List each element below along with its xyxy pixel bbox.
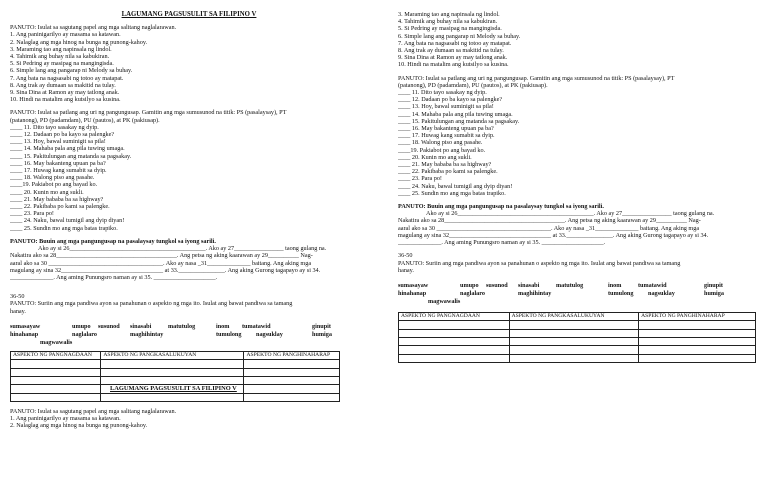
fill-in-line: ______________. Ang aming Punungsro naman ay si 35. ____________________. xyxy=(10,273,218,281)
table-row xyxy=(399,338,756,346)
verb: tumatawid xyxy=(638,281,667,289)
verb: sinasabi xyxy=(130,322,152,330)
fill-in-line: Ako ay si 26____________________________________________. Ako ay 27________________ taong gulang na. xyxy=(38,245,327,253)
list-item: ____ 15. Pakitulungan ang matanda sa pagsakay. xyxy=(10,152,132,160)
list-item: ____ 22. Pakibaba po kami sa palengke. xyxy=(398,168,498,176)
list-item: 10. Hindi na matalim ang kutsilyo sa kusina. xyxy=(10,96,121,104)
verb: humiga xyxy=(312,330,332,338)
list-item: 5. Si Pedring ay masipag na mangingisda. xyxy=(10,60,114,68)
list-item: ____ 11. Dito tayo sasakay ng dyip. xyxy=(398,89,487,97)
verb: sumasayaw xyxy=(10,322,41,330)
fill-in-line: magulang ay sina 32_________________________________ at 33._______________. Ang aking Gurong tagapayo ay si 34. xyxy=(398,231,709,239)
list-item: 3. Maraming tao ang napinsala ng lindol. xyxy=(398,11,500,18)
table-cell[interactable] xyxy=(101,368,244,376)
table-cell[interactable] xyxy=(11,385,101,393)
list-item: 6. Simple lang ang pangarap ni Melody sa buhay. xyxy=(398,32,521,40)
table-row xyxy=(399,321,756,329)
list-item: ____ 25. Sundin mo ang mga batas trapiko. xyxy=(398,189,506,197)
section3-right xyxy=(398,203,760,246)
section2 xyxy=(10,109,368,231)
table-cell[interactable] xyxy=(244,376,340,384)
table-cell[interactable] xyxy=(639,329,756,337)
verb: ginupit xyxy=(704,281,723,289)
section3-heading: PANUTO: Buuin ang mga pangungusap na pasalaysay tungkol sa iyong sarili. xyxy=(10,237,216,245)
list-item: 10. Hindi na matalim ang kutsilyo sa kusina. xyxy=(398,61,509,69)
table-cell[interactable] xyxy=(11,360,101,368)
list-item: ____ 12. Dadaan po ba kayo sa palengke? xyxy=(398,96,503,104)
section1 xyxy=(10,24,368,103)
section1-instruction: PANUTO: Isulat sa sagutang papel ang mga salitang naglalarawan. xyxy=(10,24,177,32)
verb: matutulog xyxy=(556,281,584,289)
list-item: ____ 18. Walong piso ang pasahe. xyxy=(398,139,483,147)
list-item: ____19. Pakiabot po ang bayad ko. xyxy=(398,146,486,154)
fill-in-line: Nakatira ako sa 28_______________________________________. Ang petsa ng aking kaarawan ay 29__________ Nag- xyxy=(10,252,313,260)
table-cell[interactable] xyxy=(399,321,510,329)
list-item: ____ 23. Para po! xyxy=(398,175,442,183)
table-cell[interactable] xyxy=(11,368,101,376)
list-item: ____ 18. Walong piso ang pasahe. xyxy=(10,174,95,182)
verb: nagsuklay xyxy=(648,289,675,297)
list-item: ____ 20. Kunin mo ang sukli. xyxy=(10,188,84,196)
list-item: 2. Nalaglag ang mga hinog na bunga ng punong-kahoy. xyxy=(10,422,148,430)
verb: magwawalis xyxy=(40,338,73,346)
table-cell[interactable] xyxy=(101,376,244,384)
table-cell[interactable] xyxy=(399,329,510,337)
table-header: ASPEKTO NG PANGNAGDAAN xyxy=(11,351,101,359)
table-cell[interactable] xyxy=(244,393,340,401)
list-item: ____ 14. Mahaba pala ang pila tuwing umaga. xyxy=(398,110,513,118)
list-item: 7. Ang bata na nagsasabi ng totoo ay matapat. xyxy=(398,39,512,47)
list-item: 9. Sina Dina at Ramon ay may tatlong anak. xyxy=(398,54,508,62)
verb: inom xyxy=(216,322,230,330)
list-item: ____ 17. Huwag kang sumabit sa dyip. xyxy=(398,132,495,140)
table-cell: LAGUMANG PAGSUSULIT SA FILIPINO V xyxy=(101,385,244,393)
list-item: ____ 14. Mahaba pala ang pila tuwing umaga. xyxy=(10,145,125,153)
table-header: ASPEKTO NG PANGHINAHARAP xyxy=(244,351,340,359)
section2-instruction: PANUTO: Isulat sa patlang ang uri ng pangungusap. Gamitin ang mga sumusunod na titik: PS (pasalaysay), PT xyxy=(10,109,287,117)
table-header: ASPEKTO NG PANGKASALUKUYAN xyxy=(101,351,244,359)
table-cell[interactable] xyxy=(509,346,638,354)
verb: ginupit xyxy=(312,322,331,330)
table-row xyxy=(399,329,756,337)
page-title: LAGUMANG PAGSUSULIT SA FILIPINO V xyxy=(121,11,257,18)
table-cell[interactable] xyxy=(244,368,340,376)
aspect-table xyxy=(398,312,756,363)
verb: matutulog xyxy=(168,322,196,330)
list-item: ____ 25. Sundin mo ang mga batas trapiko. xyxy=(10,224,118,232)
section4-range: 36-50 xyxy=(10,293,25,301)
list-item: ____ 24. Naku, bawal tumigil ang dyip diyan! xyxy=(398,182,513,190)
list-item: 4. Tahimik ang buhay nila sa kabukiran. xyxy=(398,18,498,26)
verb: hinahanap xyxy=(398,289,427,297)
list-item: ____ 11. Dito tayo sasakay ng dyip. xyxy=(10,123,99,131)
list-item: ____ 17. Huwag kang sumabit sa dyip. xyxy=(10,167,107,175)
verb: maghihintay xyxy=(518,289,552,297)
verb: nagsuklay xyxy=(256,330,283,338)
table-cell[interactable] xyxy=(399,346,510,354)
fill-in-line: Nakatira ako sa 28_______________________________________. Ang petsa ng aking kaarawan ay 29__________ Nag- xyxy=(398,217,701,225)
list-item: ____ 13. Hoy, bawal suminigit sa pila! xyxy=(10,138,106,146)
table-cell[interactable] xyxy=(509,354,638,362)
table-header: ASPEKTO NG PANGHINAHARAP xyxy=(639,312,756,320)
section1-cont xyxy=(398,11,760,69)
table-header: ASPEKTO NG PANGNAGDAAN xyxy=(399,312,510,320)
table-cell[interactable] xyxy=(639,338,756,346)
list-item: 2. Nalaglag ang mga hinog na bunga ng punong-kahoy. xyxy=(10,38,148,46)
fill-in-line: ______________. Ang aming Punungsro naman ay si 35. ____________________. xyxy=(398,239,606,247)
list-item: 4. Tahimik ang buhay nila sa kabukiran. xyxy=(10,53,110,61)
section4-instruction: PANUTO: Suriin ang mga pandiwa ayon sa panahunan o aspekto ng mga ito. Isulat ang bawat pandiwa sa tamang xyxy=(398,259,681,267)
verb: susunod xyxy=(486,281,508,289)
verb: tumulong xyxy=(216,330,242,338)
verb: magwawalis xyxy=(428,297,461,305)
verb: hinahanap xyxy=(10,330,39,338)
list-item: 3. Maraming tao ang napinsala ng lindol. xyxy=(10,45,112,53)
section4-instruction-cont: hanay. xyxy=(398,266,414,274)
section4-instruction: PANUTO: Suriin ang mga pandiwa ayon sa panahunan o aspekto ng mga ito. Isulat ang bawat pandiwa sa tamang xyxy=(10,300,293,308)
list-item: ____ 21. May bababa ba sa highway? xyxy=(398,161,492,169)
table-cell[interactable] xyxy=(509,329,638,337)
table-cell[interactable] xyxy=(509,321,638,329)
list-item: ____ 22. Pakibaba po kami sa palengke. xyxy=(10,203,110,211)
table-cell[interactable] xyxy=(11,393,101,401)
table-cell[interactable] xyxy=(101,393,244,401)
section4-instruction-cont: hanay. xyxy=(10,307,26,315)
section4-right xyxy=(398,252,760,363)
table-row xyxy=(11,368,340,376)
verb: tumatawid xyxy=(242,322,271,330)
table-cell[interactable] xyxy=(399,354,510,362)
table-row xyxy=(399,346,756,354)
table-row xyxy=(399,354,756,362)
list-item: 8. Ang trak ay dumaan sa makitid na tulay. xyxy=(10,81,116,89)
section2-instruction-cont: (patanong), PD (padamdam), PU (pautos), at PK (pakiusap). xyxy=(10,116,160,124)
table-row xyxy=(11,385,340,393)
list-item: ____ 23. Para po! xyxy=(10,210,54,218)
table-cell[interactable] xyxy=(244,385,340,393)
table-row xyxy=(11,393,340,401)
list-item: ____ 16. May bakanteng upuan pa ba? xyxy=(398,125,494,133)
verb: tumulong xyxy=(608,289,634,297)
list-item: ____ 12. Dadaan po ba kayo sa palengke? xyxy=(10,131,115,139)
fill-in-line: magulang ay sina 32_________________________________ at 33._______________. Ang aking Gurong tagapayo ay si 34. xyxy=(10,266,321,274)
list-item: 1. Ang paninigarilyo ay masama sa katawan. xyxy=(10,31,121,39)
verb: naglalaro xyxy=(72,330,97,338)
verb-bank xyxy=(10,323,368,347)
table-cell[interactable] xyxy=(639,346,756,354)
right-column xyxy=(398,11,760,363)
table-cell[interactable] xyxy=(639,354,756,362)
verb: naglalaro xyxy=(460,289,485,297)
list-item: ____ 15. Pakitulungan ang matanda sa pagsakay. xyxy=(398,117,520,125)
list-item: 7. Ang bata na nagsasabi ng totoo ay matapat. xyxy=(10,74,124,82)
verb: sumasayaw xyxy=(398,281,429,289)
section4-range: 36-50 xyxy=(398,252,413,260)
list-item: ____ 16. May bakanteng upuan pa ba? xyxy=(10,159,106,167)
table-header: ASPEKTO NG PANGKASALUKUYAN xyxy=(509,312,638,320)
aspect-table xyxy=(10,351,340,402)
section2-instruction: PANUTO: Isulat sa patlang ang uri ng pangungusap. Gamitin ang mga sumusunod na titik: PS (pasalaysay), PT xyxy=(398,74,675,82)
verb: sinasabi xyxy=(518,281,540,289)
repeat-instruction: PANUTO: Isulat sa sagutang papel ang mga salitang naglalarawan. xyxy=(10,408,177,416)
verb: humiga xyxy=(704,289,724,297)
table-row xyxy=(11,360,340,368)
table-cell[interactable] xyxy=(11,376,101,384)
verb: susunod xyxy=(98,322,120,330)
verb: maghihintay xyxy=(130,330,164,338)
list-item: 8. Ang trak ay dumaan sa makitid na tulay. xyxy=(398,47,504,55)
table-row xyxy=(11,376,340,384)
list-item: ____ 20. Kunin mo ang sukli. xyxy=(398,153,472,161)
verb: umupo xyxy=(72,322,91,330)
fill-in-line: aaral ako sa 30 _____________________________________. Ako ay nasa _31______________ baitang. Ang aking mga xyxy=(10,259,312,267)
verb-bank xyxy=(398,282,760,306)
section2-instruction-cont: (patanong), PD (padamdam), PU (pautos), at PK (pakiusap). xyxy=(398,81,548,89)
fill-in-line: aaral ako sa 30 _____________________________________. Ako ay nasa _31______________ baitang. Ang aking mga xyxy=(398,224,700,232)
fill-in-line: Ako ay si 26____________________________________________. Ako ay 27________________ taong gulang na. xyxy=(426,210,715,218)
list-item: ____ 21. May bababa ba sa highway? xyxy=(10,195,104,203)
section2-right xyxy=(398,75,760,197)
table-cell[interactable] xyxy=(101,360,244,368)
left-column xyxy=(10,0,368,430)
table-cell[interactable] xyxy=(509,338,638,346)
table-cell[interactable] xyxy=(244,360,340,368)
table-cell[interactable] xyxy=(399,338,510,346)
list-item: 6. Simple lang ang pangarap ni Melody sa buhay. xyxy=(10,67,133,75)
list-item: ____ 13. Hoy, bawal suminigit sa pila! xyxy=(398,103,494,111)
list-item: ____ 24. Naku, bawal tumigil ang dyip diyan! xyxy=(10,217,125,225)
list-item: ____19. Pakiabot po ang bayad ko. xyxy=(10,181,98,189)
list-item: 9. Sina Dina at Ramon ay may tatlong anak. xyxy=(10,89,120,97)
list-item: 1. Ang paninigarilyo ay masama sa katawan. xyxy=(10,415,121,423)
list-item: 5. Si Pedring ay masipag na mangingisda. xyxy=(398,25,502,33)
section4 xyxy=(10,293,368,430)
section3 xyxy=(10,238,368,281)
verb: umupo xyxy=(460,281,479,289)
section3-heading: PANUTO: Buuin ang mga pangungusap na pasalaysay tungkol sa iyong sarili. xyxy=(398,203,604,211)
verb: inom xyxy=(608,281,622,289)
table-cell[interactable] xyxy=(639,321,756,329)
